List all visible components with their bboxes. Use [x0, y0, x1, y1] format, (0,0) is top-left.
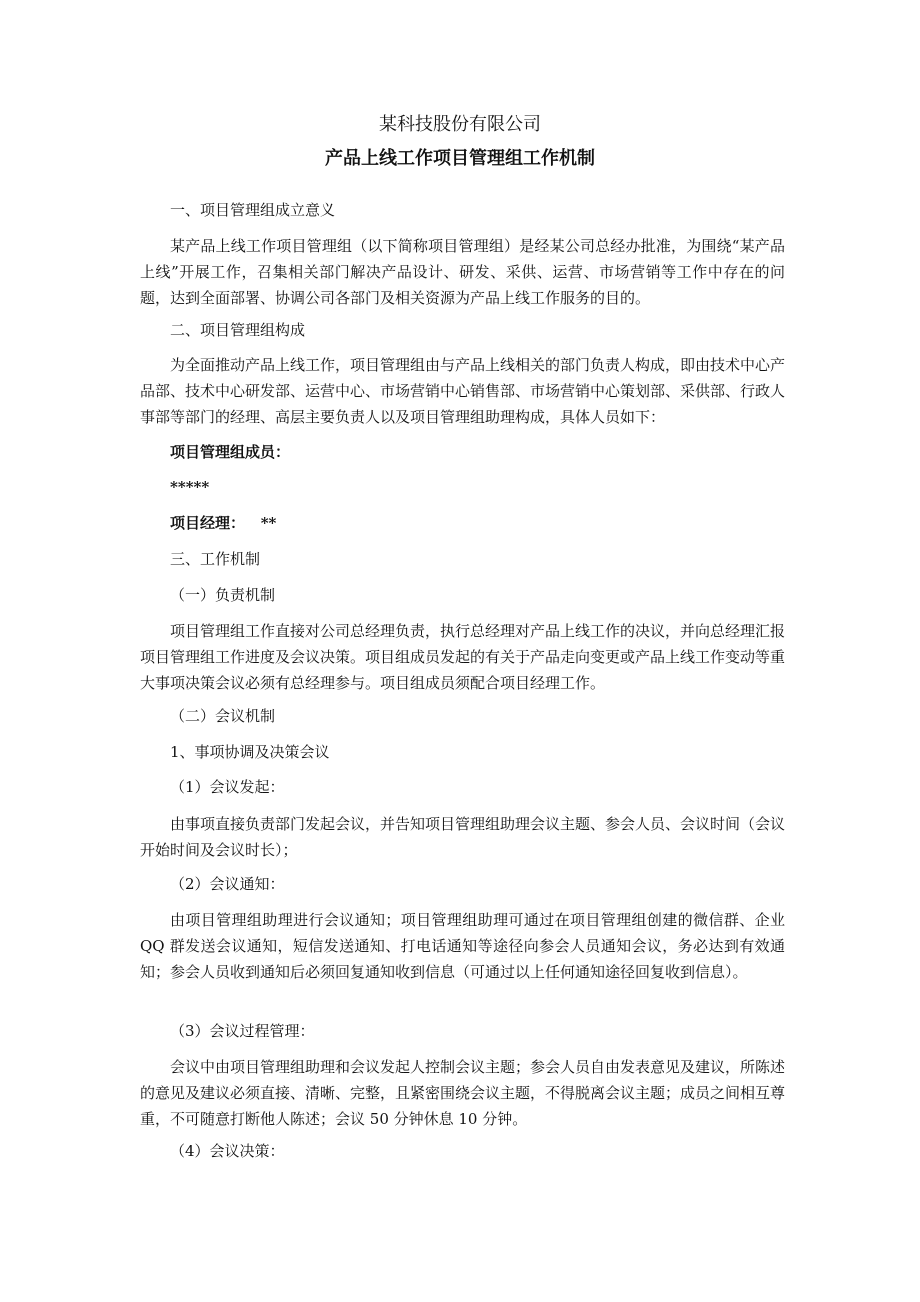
- section-2-paragraph: 为全面推动产品上线工作，项目管理组由与产品上线相关的部门负责人构成，即由技术中心产品部、技术中心研发部、运营中心、市场营销中心销售部、市场营销中心策划部、采供部、行政人事部等部门的经理、高层主要负责人以及项目管理组助理构成，具体人员如下：: [140, 356, 786, 426]
- item-1-1-heading: （1）会议发起：: [170, 778, 285, 796]
- company-name: 某科技股份有限公司: [379, 114, 541, 135]
- section-1-paragraph: 某产品上线工作项目管理组（以下简称项目管理组）是经某公司总经办批准，为围绕“某产品上线”开展工作，召集相关部门解决产品设计、研发、采供、运营、市场营销等工作中存在的问题，达到全面部署、协调公司各部门及相关资源为产品上线工作服务的目的。: [140, 237, 785, 307]
- section-3-heading: 三、工作机制: [170, 550, 261, 568]
- item-1-heading: 1、事项协调及决策会议: [170, 743, 330, 761]
- section-3-2-heading: （二）会议机制: [170, 707, 276, 725]
- item-1-1-paragraph: 由事项直接负责部门发起会议，并告知项目管理组助理会议主题、参会人员、会议时间（会议开始时间及会议时长）；: [140, 815, 786, 859]
- section-2-heading: 二、项目管理组构成: [170, 321, 306, 339]
- item-1-3-heading: （3）会议过程管理：: [170, 1022, 315, 1040]
- item-1-3-paragraph: 会议中由项目管理组助理和会议发起人控制会议主题；参会人员自由发表意见及建议，所陈述的意见及建议必须直接、清晰、完整，且紧密围绕会议主题，不得脱离会议主题；成员之间相互尊重，不可随意打断他人陈述；会议 50 分钟休息 10 分钟。: [140, 1058, 786, 1128]
- document-title: 产品上线工作项目管理组工作机制: [325, 148, 595, 169]
- section-3-1-heading: （一）负责机制: [170, 586, 276, 604]
- item-1-2-heading: （2）会议通知：: [170, 875, 285, 893]
- members-label: 项目管理组成员：: [170, 443, 291, 461]
- item-1-2-paragraph: 由项目管理组助理进行会议通知；项目管理组助理可通过在项目管理组创建的微信群、企业 QQ 群发送会议通知，短信发送通知、打电话通知等途径向参会人员通知会议，务必达到有效通知；参会人员收到通知后必须回复通知收到信息（可通过以上任何通知途径回复收到信息）。: [140, 911, 785, 981]
- section-3-1-paragraph: 项目管理组工作直接对公司总经理负责，执行总经理对产品上线工作的决议，并向总经理汇报项目管理组工作进度及会议决策。项目组成员发起的有关于产品走向变更或产品上线工作变动等重大事项决策会议必须有总经理参与。项目组成员须配合项目经理工作。: [140, 622, 786, 692]
- item-1-4-heading: （4）会议决策：: [170, 1142, 285, 1160]
- manager-label: 项目经理：: [170, 514, 246, 532]
- manager-value: **: [260, 514, 277, 532]
- members-value: *****: [170, 478, 210, 496]
- section-1-heading: 一、项目管理组成立意义: [170, 201, 336, 219]
- project-manager-line: [170, 510, 815, 536]
